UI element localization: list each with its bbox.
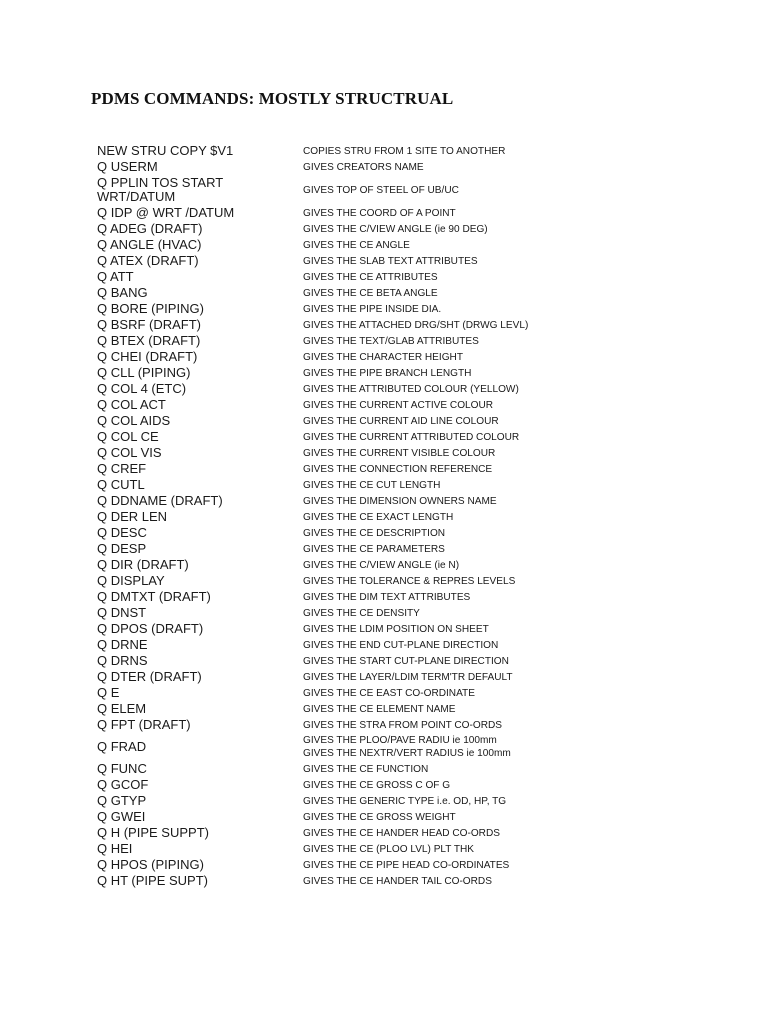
description-text: GIVES THE LAYER/LDIM TERM'TR DEFAULT (303, 671, 513, 683)
description-cell (303, 415, 499, 428)
command-cell (97, 318, 303, 332)
table-row (97, 365, 697, 381)
description-text: GIVES CREATORS NAME (303, 161, 424, 173)
description-cell (303, 687, 475, 700)
table-row (97, 285, 697, 301)
description-cell (303, 639, 498, 652)
description-cell (303, 575, 515, 588)
command-cell (97, 740, 303, 754)
table-row (97, 589, 697, 605)
command-cell (97, 810, 303, 824)
command-cell (97, 176, 303, 204)
table-row (97, 333, 697, 349)
description-text: GIVES THE CE (PLOO LVL) PLT THK (303, 843, 475, 855)
command-text: Q COL 4 (ETC) (97, 381, 187, 396)
description-text: GIVES THE CE EAST CO-ORDINATE (303, 687, 475, 699)
command-text: Q H (PIPE SUPPT) (97, 825, 209, 840)
command-cell (97, 670, 303, 684)
command-cell (97, 622, 303, 636)
table-row (97, 413, 697, 429)
description-cell (303, 303, 441, 316)
command-text: Q COL CE (97, 429, 159, 444)
table-row (97, 637, 697, 653)
description-cell (303, 287, 438, 300)
description-cell (303, 811, 456, 824)
description-text: GIVES THE CURRENT ACTIVE COLOUR (303, 399, 494, 411)
command-text: Q GTYP (97, 793, 147, 808)
command-text: Q HPOS (PIPING) (97, 857, 204, 872)
description-cell (303, 655, 509, 668)
command-text: Q BSRF (DRAFT) (97, 317, 201, 332)
command-cell (97, 526, 303, 540)
description-cell (303, 875, 492, 888)
table-row (97, 381, 697, 397)
description-cell (303, 255, 478, 268)
description-text: GIVES THE CE GROSS WEIGHT (303, 811, 456, 823)
command-text: Q ANGLE (HVAC) (97, 237, 202, 252)
command-text: Q USERM (97, 159, 158, 174)
command-cell (97, 590, 303, 604)
table-row (97, 205, 697, 221)
description-text: GIVES THE CE CUT LENGTH (303, 479, 441, 491)
command-text: Q BANG (97, 285, 148, 300)
command-text: WRT/DATUM (97, 189, 176, 204)
table-row (97, 701, 697, 717)
description-text: GIVES THE CE ANGLE (303, 239, 410, 251)
description-cell (303, 431, 519, 444)
description-text: GIVES THE START CUT-PLANE DIRECTION (303, 655, 509, 667)
command-cell (97, 160, 303, 174)
description-cell (303, 335, 479, 348)
description-cell (303, 447, 495, 460)
command-cell (97, 654, 303, 668)
description-cell (303, 527, 445, 540)
description-text: GIVES THE ATTRIBUTED COLOUR (YELLOW) (303, 383, 519, 395)
description-cell (303, 859, 509, 872)
table-row (97, 777, 697, 793)
table-row (97, 761, 697, 777)
page-title: PDMS COMMANDS: MOSTLY STRUCTRUAL (91, 89, 454, 108)
command-cell (97, 494, 303, 508)
command-cell (97, 414, 303, 428)
table-row (97, 175, 697, 205)
command-text: Q ADEG (DRAFT) (97, 221, 203, 236)
table-row (97, 509, 697, 525)
command-text: Q ATT (97, 269, 134, 284)
command-cell (97, 574, 303, 588)
command-cell (97, 510, 303, 524)
command-cell (97, 462, 303, 476)
description-text: GIVES THE C/VIEW ANGLE (ie 90 DEG) (303, 223, 488, 235)
table-row (97, 605, 697, 621)
command-cell (97, 206, 303, 220)
command-text: Q ATEX (DRAFT) (97, 253, 199, 268)
description-text: GIVES THE CE PARAMETERS (303, 543, 445, 555)
description-text: GIVES THE CURRENT ATTRIBUTED COLOUR (303, 431, 520, 443)
command-cell (97, 874, 303, 888)
table-row (97, 541, 697, 557)
description-text: GIVES THE CE HANDER TAIL CO-ORDS (303, 875, 492, 887)
description-cell (303, 703, 456, 716)
description-cell (303, 479, 440, 492)
command-text: Q HT (PIPE SUPT) (97, 873, 208, 888)
description-text: GIVES THE PIPE INSIDE DIA. (303, 303, 442, 315)
command-text: Q DDNAME (DRAFT) (97, 493, 223, 508)
description-text: GIVES THE STRA FROM POINT CO-ORDS (303, 719, 503, 731)
command-cell (97, 254, 303, 268)
description-text: GIVES THE CE EXACT LENGTH (303, 511, 454, 523)
table-row (97, 143, 697, 159)
table-row (97, 841, 697, 857)
description-text: GIVES THE CE DENSITY (303, 607, 420, 619)
table-row (97, 221, 697, 237)
command-text: Q GWEI (97, 809, 146, 824)
description-text: GIVES THE CONNECTION REFERENCE (303, 463, 493, 475)
command-cell (97, 286, 303, 300)
description-text: GIVES THE SLAB TEXT ATTRIBUTES (303, 255, 478, 267)
description-cell (303, 843, 474, 856)
command-text: Q DISPLAY (97, 573, 165, 588)
table-row (97, 825, 697, 841)
table-row (97, 669, 697, 685)
command-text: Q DMTXT (DRAFT) (97, 589, 211, 604)
command-cell (97, 778, 303, 792)
description-cell (303, 763, 428, 776)
table-row (97, 253, 697, 269)
table-row (97, 557, 697, 573)
command-cell (97, 446, 303, 460)
description-cell (303, 319, 528, 332)
command-text: Q DPOS (DRAFT) (97, 621, 204, 636)
table-row (97, 685, 697, 701)
description-text: GIVES THE CE PIPE HEAD CO-ORDINATES (303, 859, 510, 871)
description-cell (303, 463, 492, 476)
description-cell (303, 607, 420, 620)
description-text: GIVES THE PIPE BRANCH LENGTH (303, 367, 472, 379)
command-text: Q DTER (DRAFT) (97, 669, 202, 684)
command-text: Q PPLIN TOS START (97, 175, 224, 190)
description-text: GIVES THE CE BETA ANGLE (303, 287, 438, 299)
description-cell (303, 367, 471, 380)
description-text: GIVES THE CE HANDER HEAD CO-ORDS (303, 827, 500, 839)
table-row (97, 429, 697, 445)
command-text: Q DRNE (97, 637, 148, 652)
description-cell (303, 623, 489, 636)
description-cell (303, 271, 438, 284)
command-cell (97, 222, 303, 236)
table-row (97, 349, 697, 365)
command-text: Q FRAD (97, 739, 147, 754)
command-cell (97, 794, 303, 808)
command-cell (97, 542, 303, 556)
command-cell (97, 430, 303, 444)
description-text: GIVES THE COORD OF A POINT (303, 207, 456, 219)
command-cell (97, 762, 303, 776)
table-row (97, 461, 697, 477)
command-cell (97, 702, 303, 716)
command-cell (97, 686, 303, 700)
description-text: GIVES THE CE GROSS C OF G (303, 779, 451, 791)
command-cell (97, 270, 303, 284)
command-text: Q BTEX (DRAFT) (97, 333, 201, 348)
command-cell (97, 478, 303, 492)
command-cell (97, 366, 303, 380)
command-text: Q E (97, 685, 120, 700)
command-text: Q HEI (97, 841, 133, 856)
command-text: Q DRNS (97, 653, 148, 668)
commands-table (97, 143, 697, 889)
table-row (97, 717, 697, 733)
table-row (97, 237, 697, 253)
command-text: Q CUTL (97, 477, 145, 492)
command-cell (97, 334, 303, 348)
command-cell (97, 826, 303, 840)
table-row (97, 873, 697, 889)
description-text: GIVES THE PLOO/PAVE RADIU ie 100mm (303, 735, 497, 746)
description-cell (303, 559, 459, 572)
table-row (97, 573, 697, 589)
description-text: GIVES THE DIMENSION OWNERS NAME (303, 495, 497, 507)
description-text: GIVES THE CHARACTER HEIGHT (303, 351, 463, 363)
description-cell (303, 495, 497, 508)
description-cell (303, 734, 511, 760)
description-cell (303, 223, 488, 236)
command-text: Q BORE (PIPING) (97, 301, 204, 316)
command-text: Q CHEI (DRAFT) (97, 349, 198, 364)
description-text: GIVES TOP OF STEEL OF UB/UC (303, 184, 459, 196)
table-row (97, 397, 697, 413)
description-text: GIVES THE C/VIEW ANGLE (ie N) (303, 559, 460, 571)
description-cell (303, 511, 453, 524)
command-cell (97, 398, 303, 412)
command-text: Q CLL (PIPING) (97, 365, 191, 380)
command-text: Q CREF (97, 461, 147, 476)
command-cell (97, 350, 303, 364)
description-cell (303, 383, 519, 396)
table-row (97, 733, 697, 761)
description-cell (303, 399, 493, 412)
table-row (97, 301, 697, 317)
command-text: Q GCOF (97, 777, 149, 792)
description-cell (303, 239, 410, 252)
table-row (97, 653, 697, 669)
description-text: GIVES THE LDIM POSITION ON SHEET (303, 623, 489, 635)
command-cell (97, 382, 303, 396)
command-cell (97, 558, 303, 572)
table-row (97, 621, 697, 637)
description-text: COPIES STRU FROM 1 SITE TO ANOTHER (303, 145, 506, 157)
command-text: Q DER LEN (97, 509, 168, 524)
command-text: Q FPT (DRAFT) (97, 717, 191, 732)
description-cell (303, 184, 459, 197)
command-cell (97, 858, 303, 872)
table-row (97, 793, 697, 809)
description-text: GIVES THE ATTACHED DRG/SHT (DRWG LEVL) (303, 319, 529, 331)
description-cell (303, 543, 445, 556)
description-text: GIVES THE CURRENT VISIBLE COLOUR (303, 447, 496, 459)
description-text: GIVES THE NEXTR/VERT RADIUS ie 100mm (303, 748, 511, 759)
command-text: Q DIR (DRAFT) (97, 557, 189, 572)
command-cell (97, 144, 303, 158)
command-cell (97, 638, 303, 652)
description-cell (303, 795, 506, 808)
command-cell (97, 238, 303, 252)
description-cell (303, 719, 502, 732)
description-cell (303, 351, 463, 364)
description-text: GIVES THE GENERIC TYPE i.e. OD, HP, TG (303, 795, 507, 807)
command-text: Q COL AIDS (97, 413, 171, 428)
description-text: GIVES THE END CUT-PLANE DIRECTION (303, 639, 499, 651)
description-text: GIVES THE CE ELEMENT NAME (303, 703, 456, 715)
table-row (97, 493, 697, 509)
command-text: Q COL VIS (97, 445, 162, 460)
description-cell (303, 207, 456, 220)
command-text: Q ELEM (97, 701, 147, 716)
description-cell (303, 145, 505, 158)
description-cell (303, 671, 513, 684)
table-row (97, 525, 697, 541)
command-text: Q DESC (97, 525, 147, 540)
description-text: GIVES THE TOLERANCE & REPRES LEVELS (303, 575, 516, 587)
table-row (97, 445, 697, 461)
command-text: Q IDP @ WRT /DATUM (97, 205, 235, 220)
description-text: GIVES THE CURRENT AID LINE COLOUR (303, 415, 499, 427)
description-cell (303, 779, 450, 792)
command-cell (97, 606, 303, 620)
table-row (97, 159, 697, 175)
command-text: NEW STRU COPY $V1 (97, 143, 234, 158)
table-row (97, 477, 697, 493)
description-cell (303, 591, 470, 604)
description-cell (303, 161, 424, 174)
command-text: Q DESP (97, 541, 147, 556)
description-text: GIVES THE CE DESCRIPTION (303, 527, 446, 539)
description-text: GIVES THE TEXT/GLAB ATTRIBUTES (303, 335, 479, 347)
command-cell (97, 302, 303, 316)
command-text: Q FUNC (97, 761, 147, 776)
table-row (97, 269, 697, 285)
command-text: Q DNST (97, 605, 147, 620)
table-row (97, 857, 697, 873)
command-text: Q COL ACT (97, 397, 166, 412)
description-text: GIVES THE DIM TEXT ATTRIBUTES (303, 591, 471, 603)
description-text: GIVES THE CE ATTRIBUTES (303, 271, 438, 283)
table-row (97, 809, 697, 825)
command-cell (97, 718, 303, 732)
table-row (97, 317, 697, 333)
command-cell (97, 842, 303, 856)
description-text: GIVES THE CE FUNCTION (303, 763, 429, 775)
description-cell (303, 827, 500, 840)
